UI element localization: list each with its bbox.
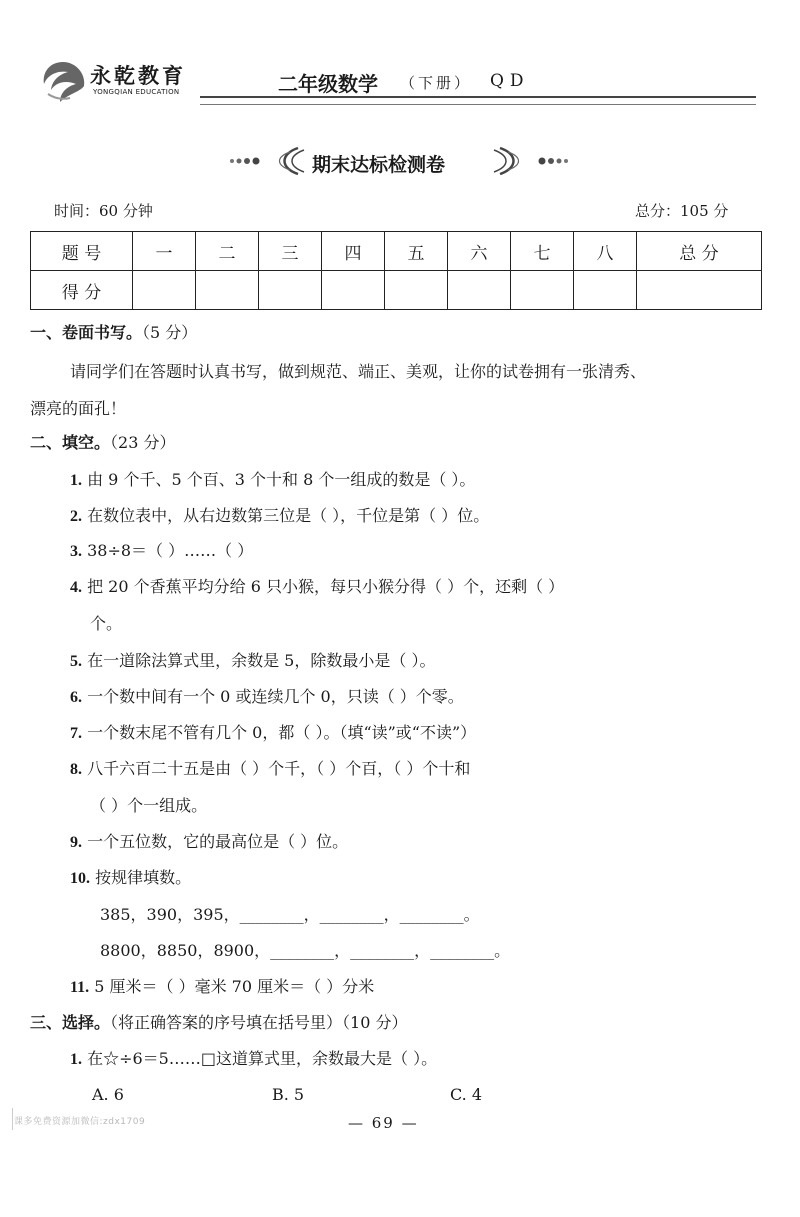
question-2-6: 6. 一个数中间有一个 0 或连续几个 0，只读（ ）个零。	[70, 687, 464, 706]
section-3-heading	[30, 1012, 407, 1034]
brand-name-en: YONGQIAN EDUCATION	[93, 88, 180, 96]
score-table-header-row	[31, 232, 762, 271]
option-c: C. 4	[450, 1085, 483, 1104]
brand-name: 永乾教育	[90, 63, 186, 88]
exam-banner	[228, 140, 558, 182]
score-cell[interactable]	[574, 271, 637, 310]
exam-title: 期末达标检测卷	[312, 154, 446, 176]
col-total: 总 分	[637, 232, 762, 271]
book-edition: QD	[490, 71, 530, 91]
exam-time: 时间：60 分钟	[54, 202, 153, 220]
question-2-8: 8. 八千六百二十五是由（ ）个千，（ ）个百，（ ）个十和	[70, 759, 471, 778]
question-2-10: 10. 按规律填数。	[70, 868, 192, 887]
option-a: A. 6	[92, 1085, 124, 1104]
col-8: 八	[574, 232, 637, 271]
question-3-1: 1. 在☆÷6＝5……□这道算式里，余数最大是（ ）。	[70, 1049, 438, 1068]
col-3: 三	[259, 232, 322, 271]
score-cell-total[interactable]	[637, 271, 762, 310]
page-edge-mark	[12, 1108, 13, 1130]
col-5: 五	[385, 232, 448, 271]
question-2-4: 4. 把 20 个香蕉平均分给 6 只小猴，每只小猴分得（ ）个，还剩（ ）	[70, 577, 565, 596]
col-6: 六	[448, 232, 511, 271]
section-3-title: 三、选择。	[30, 1013, 111, 1032]
question-2-3: 3. 38÷8＝（ ）……（ ）	[70, 541, 254, 560]
question-2-7: 7. 一个数末尾不管有几个 0，都（ ）。（填“读”或“不读”）	[70, 723, 477, 742]
score-table-score-row	[31, 271, 762, 310]
swirl-logo-icon	[38, 58, 88, 106]
page-number: — 69 —	[348, 1114, 419, 1132]
score-table	[30, 231, 762, 310]
question-2-10-sequence-1: 385，390，395，________，________，________。	[100, 905, 480, 924]
banner-left-ornament-icon	[228, 146, 308, 176]
exam-total-score: 总分：105 分	[635, 202, 729, 220]
question-2-9: 9. 一个五位数，它的最高位是（ ）位。	[70, 832, 349, 851]
score-cell[interactable]	[511, 271, 574, 310]
score-cell[interactable]	[133, 271, 196, 310]
question-2-5: 5. 在一道除法算式里，余数是 5，除数最小是（ ）。	[70, 651, 436, 670]
question-2-8-cont: （ ）个一组成。	[90, 796, 208, 815]
section-1-heading	[30, 322, 197, 344]
section-1-points: （5 分）	[142, 323, 198, 342]
book-title: 二年级数学	[278, 72, 378, 96]
score-cell[interactable]	[385, 271, 448, 310]
question-2-1: 1. 由 9 个千、5 个百、3 个十和 8 个一组成的数是（ ）。	[70, 470, 476, 489]
row-label-score: 得 分	[31, 271, 133, 310]
section-2-heading	[30, 432, 175, 454]
score-cell[interactable]	[259, 271, 322, 310]
section-1-text-line1: 请同学们在答题时认真书写，做到规范、端正、美观，让你的试卷拥有一张清秀、	[70, 362, 647, 381]
section-2-title: 二、填空。	[30, 433, 111, 452]
section-3-points: （将正确答案的序号填在括号里）（10 分）	[110, 1013, 408, 1032]
section-1-title: 一、卷面书写。	[30, 323, 143, 342]
book-volume: （下册）	[400, 74, 473, 92]
watermark-text: 课多免费资源加微信:zdx1709	[14, 1117, 146, 1127]
section-1-text-line2: 漂亮的面孔！	[30, 399, 127, 418]
question-2-2: 2. 在数位表中，从右边数第三位是（ ），千位是第（ ）位。	[70, 506, 490, 525]
col-4: 四	[322, 232, 385, 271]
question-2-10-sequence-2: 8800，8850，8900，________，________，________。	[100, 941, 511, 960]
col-2: 二	[196, 232, 259, 271]
brand-logo-block	[38, 58, 198, 106]
score-cell[interactable]	[322, 271, 385, 310]
col-1: 一	[133, 232, 196, 271]
row-label-question: 题 号	[31, 232, 133, 271]
header-divider	[200, 96, 756, 105]
banner-right-ornament-icon	[490, 146, 570, 176]
score-cell[interactable]	[196, 271, 259, 310]
score-cell[interactable]	[448, 271, 511, 310]
option-b: B. 5	[272, 1085, 305, 1104]
question-2-4-cont: 个。	[90, 614, 123, 633]
col-7: 七	[511, 232, 574, 271]
section-2-points: （23 分）	[110, 433, 176, 452]
question-2-11: 11. 5 厘米＝（ ）毫米 70 厘米＝（ ）分米	[70, 977, 375, 996]
